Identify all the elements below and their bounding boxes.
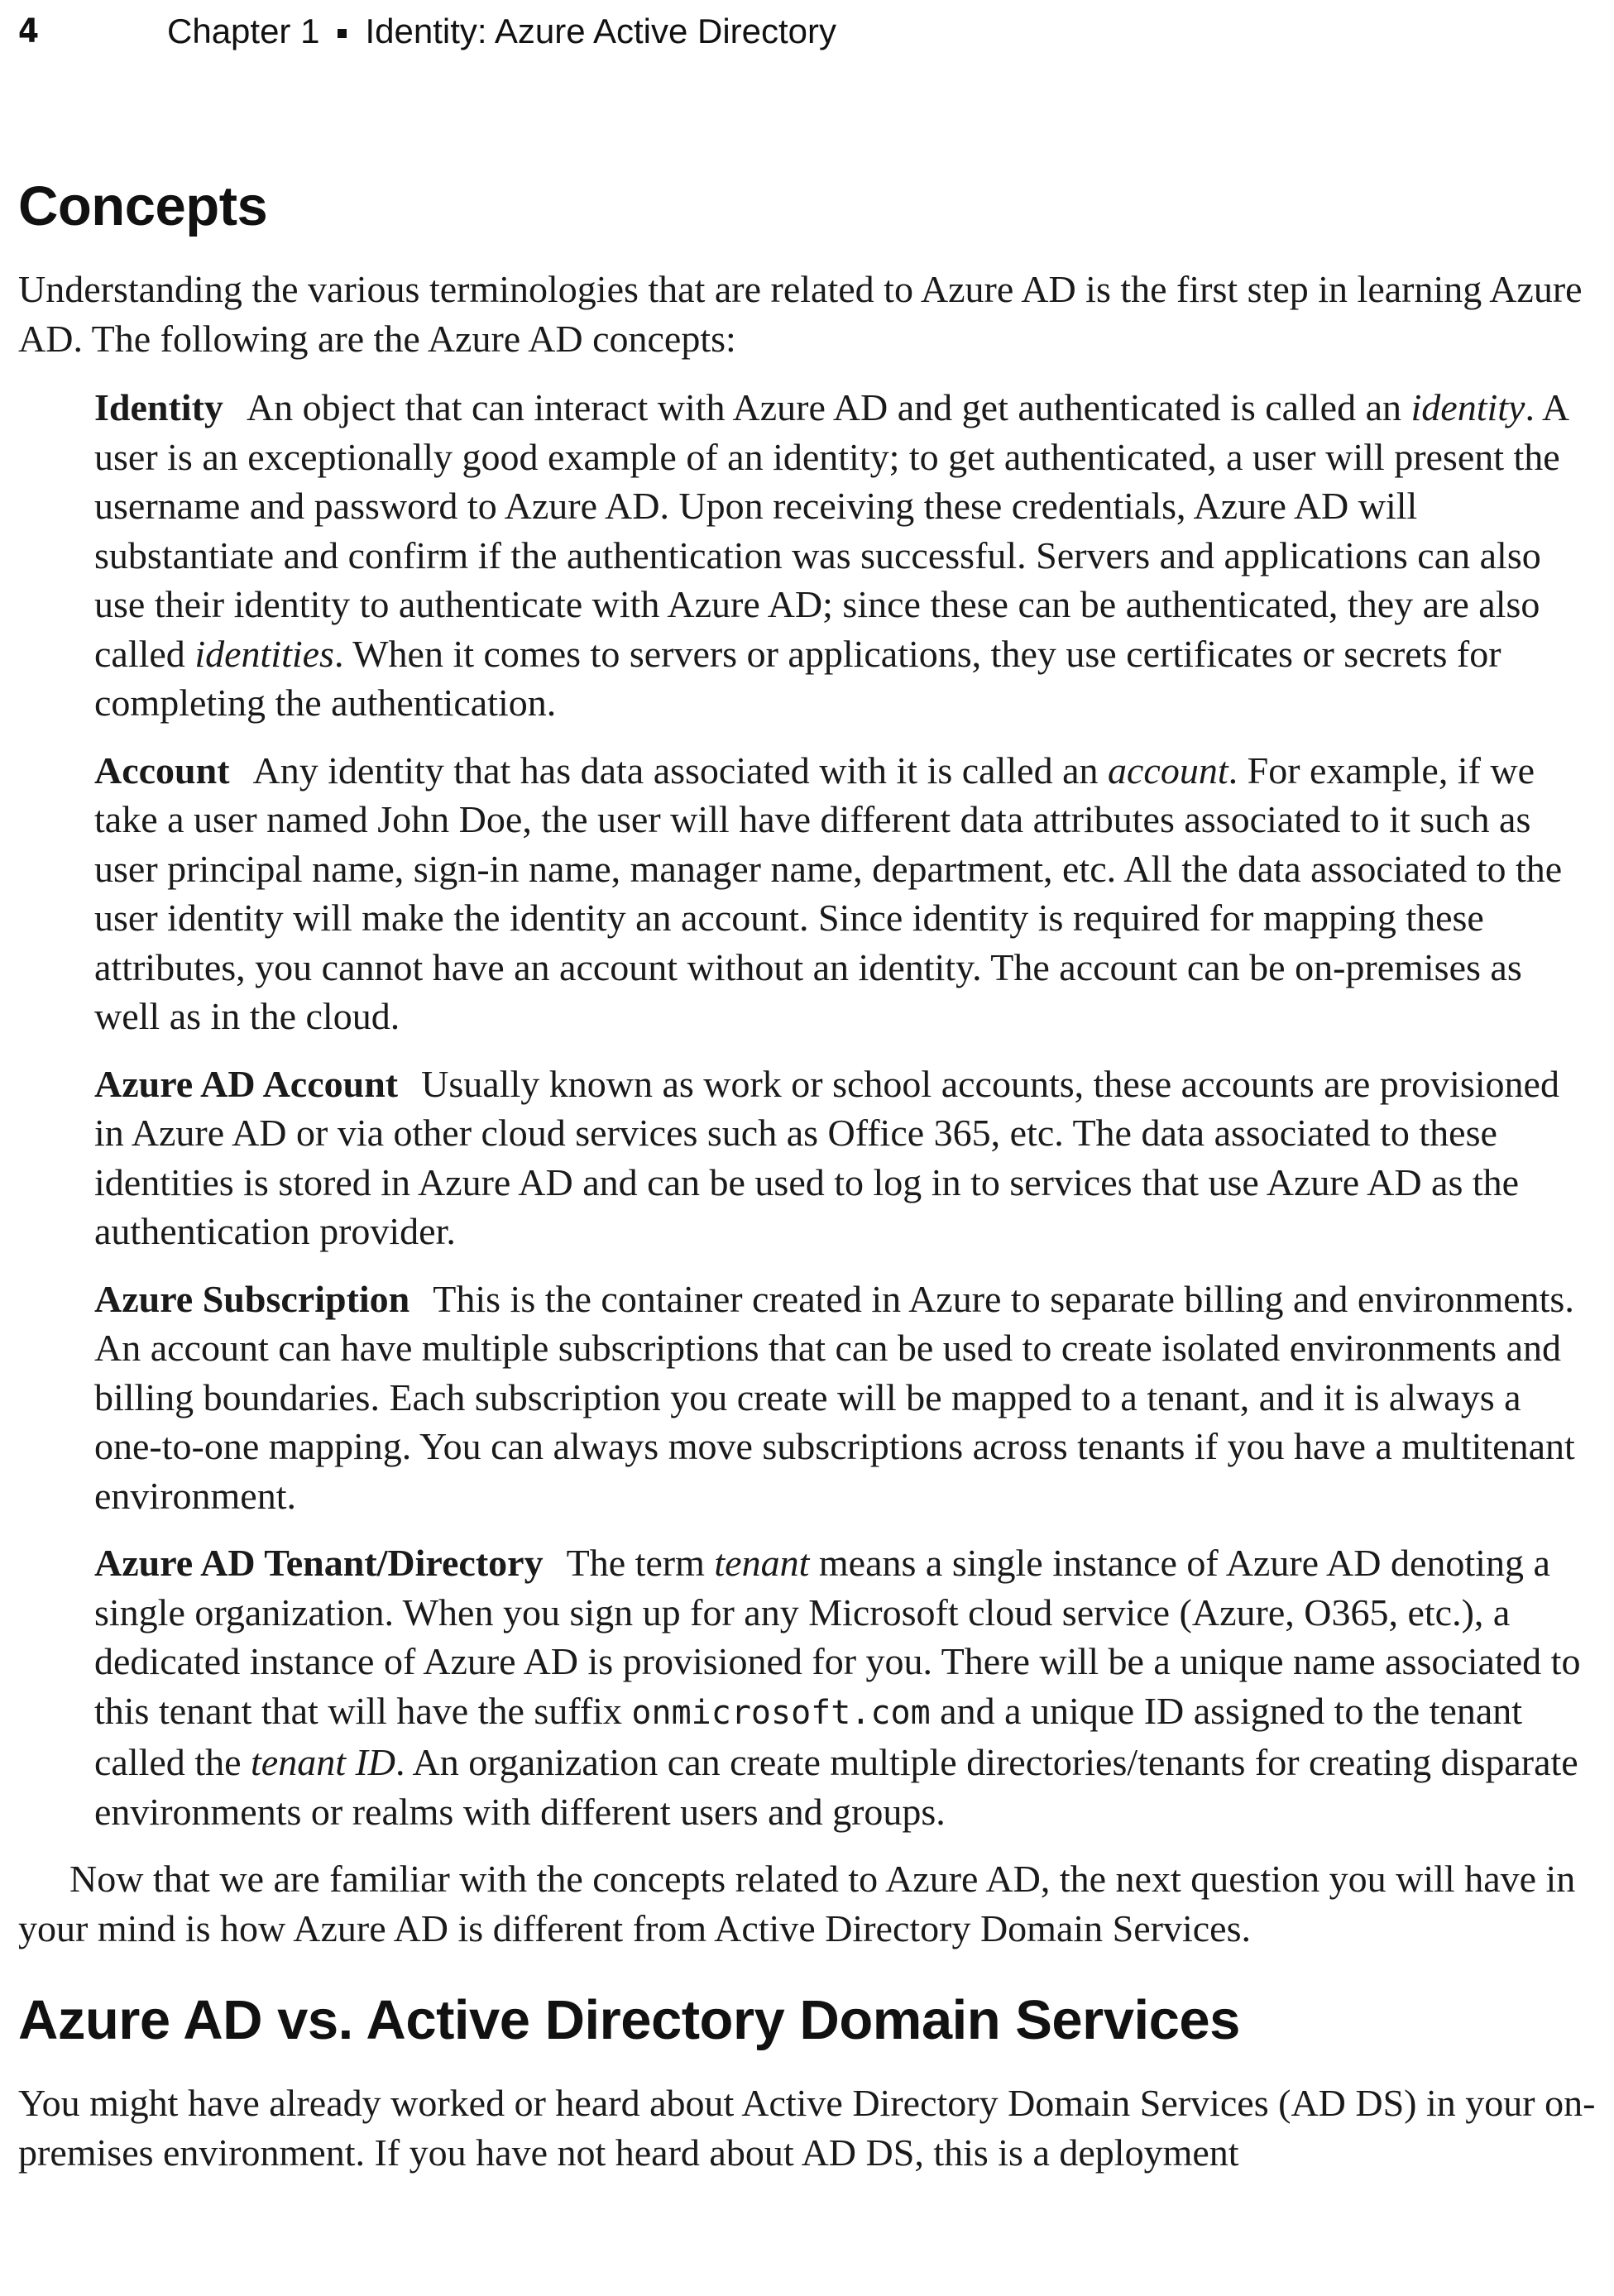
section-heading-azure-ad-vs-adds: Azure AD vs. Active Directory Domain Services — [18, 1989, 1240, 2051]
term-label: Azure AD Tenant/Directory — [94, 1542, 544, 1584]
term-text: This is the container created in Azure to separate billing and environments. An account can have multiple subscriptions that can be used to create isolated environments and billing boundaries. Each subscription you create will be mapped to a tenant, and it is always a one-to-one mapping. You can always move subscriptions across tenants if you have a multitenant environment. — [94, 1277, 1575, 1517]
term-emphasis: tenant ID — [251, 1741, 396, 1783]
header-separator — [338, 29, 347, 38]
term-emphasis: identity — [1410, 386, 1525, 428]
term-azure-subscription — [94, 1275, 1597, 1521]
page-number: 4 — [18, 12, 40, 50]
term-text: Any identity that has data associated with it is called an — [252, 749, 1108, 792]
term-emphasis: account — [1108, 749, 1228, 792]
running-header — [18, 8, 836, 55]
term-text: An object that can interact with Azure AD and get authenticated is called an — [246, 386, 1411, 428]
transition-paragraph: Now that we are familiar with the concepts related to Azure AD, the next question you will have in your mind is how Azure AD is different from Active Directory Domain Services. — [18, 1858, 1576, 1949]
page-body — [18, 141, 1597, 2197]
term-emphasis: identities — [194, 632, 334, 675]
term-azure-ad-tenant — [94, 1538, 1597, 1836]
term-text: Usually known as work or school accounts, these accounts are provisioned in Azure AD or via other cloud services such as Office 365, etc. The data associated to these identities is stored in Azure AD and can be used to log in to services that use Azure AD as the authentication provider. — [94, 1062, 1559, 1252]
term-text: The term — [566, 1542, 715, 1584]
term-azure-ad-account — [94, 1060, 1597, 1256]
term-text: means a single instance of Azure AD denoting a single organization. When you sign up for any Microsoft cloud service (Azure, O365, etc.), a dedicated instance of Azure AD is provisioned for you. There will be a unique name associated to this tenant that will have the suffix — [94, 1542, 1581, 1732]
chapter-title: Identity: Azure Active Directory — [365, 12, 837, 50]
term-text: . An organization can create multiple directories/tenants for creating disparate environments or realms with different users and groups. — [94, 1741, 1578, 1833]
intro-paragraph: Understanding the various terminologies that are related to Azure AD is the first step in learning Azure AD. The following are the Azure AD concepts: — [18, 268, 1583, 360]
term-account — [94, 746, 1597, 1041]
term-label: Azure Subscription — [94, 1277, 410, 1320]
term-label: Account — [94, 749, 230, 792]
code-suffix: onmicrosoft.com — [631, 1693, 931, 1732]
term-emphasis: tenant — [714, 1542, 810, 1584]
section-heading-concepts: Concepts — [18, 175, 268, 237]
term-text: . When it comes to servers or applications, they use certificates or secrets for completing the authentication. — [94, 632, 1501, 724]
term-text: and a unique ID assigned to the tenant called the — [94, 1689, 1523, 1783]
term-text: . A user is an exceptionally good example of an identity; to get authenticated, a user will present the username and password to Azure AD. Upon receiving these credentials, Azure AD will substantiate and confirm if the authentication was successful. Servers and applications can also use their identity to authenticate with Azure AD; since these can be authenticated, they are also called — [94, 386, 1568, 675]
term-identity — [94, 383, 1597, 728]
chapter-label: Chapter 1 — [167, 12, 320, 50]
section2-intro-paragraph: You might have already worked or heard about Active Directory Domain Services (AD DS) in your on-premises environment. If you have not heard about AD DS, this is a deployment — [18, 2082, 1596, 2174]
term-text: . For example, if we take a user named John Doe, the user will have different data attributes associated to it such as user principal name, sign-in name, manager name, department, etc. All the data associated to the user identity will make the identity an account. Since identity is required for mapping these attributes, you cannot have an account without an identity. The account can be on-premises as well as in the cloud. — [94, 749, 1563, 1037]
term-label: Azure AD Account — [94, 1062, 399, 1105]
term-label: Identity — [94, 386, 223, 428]
